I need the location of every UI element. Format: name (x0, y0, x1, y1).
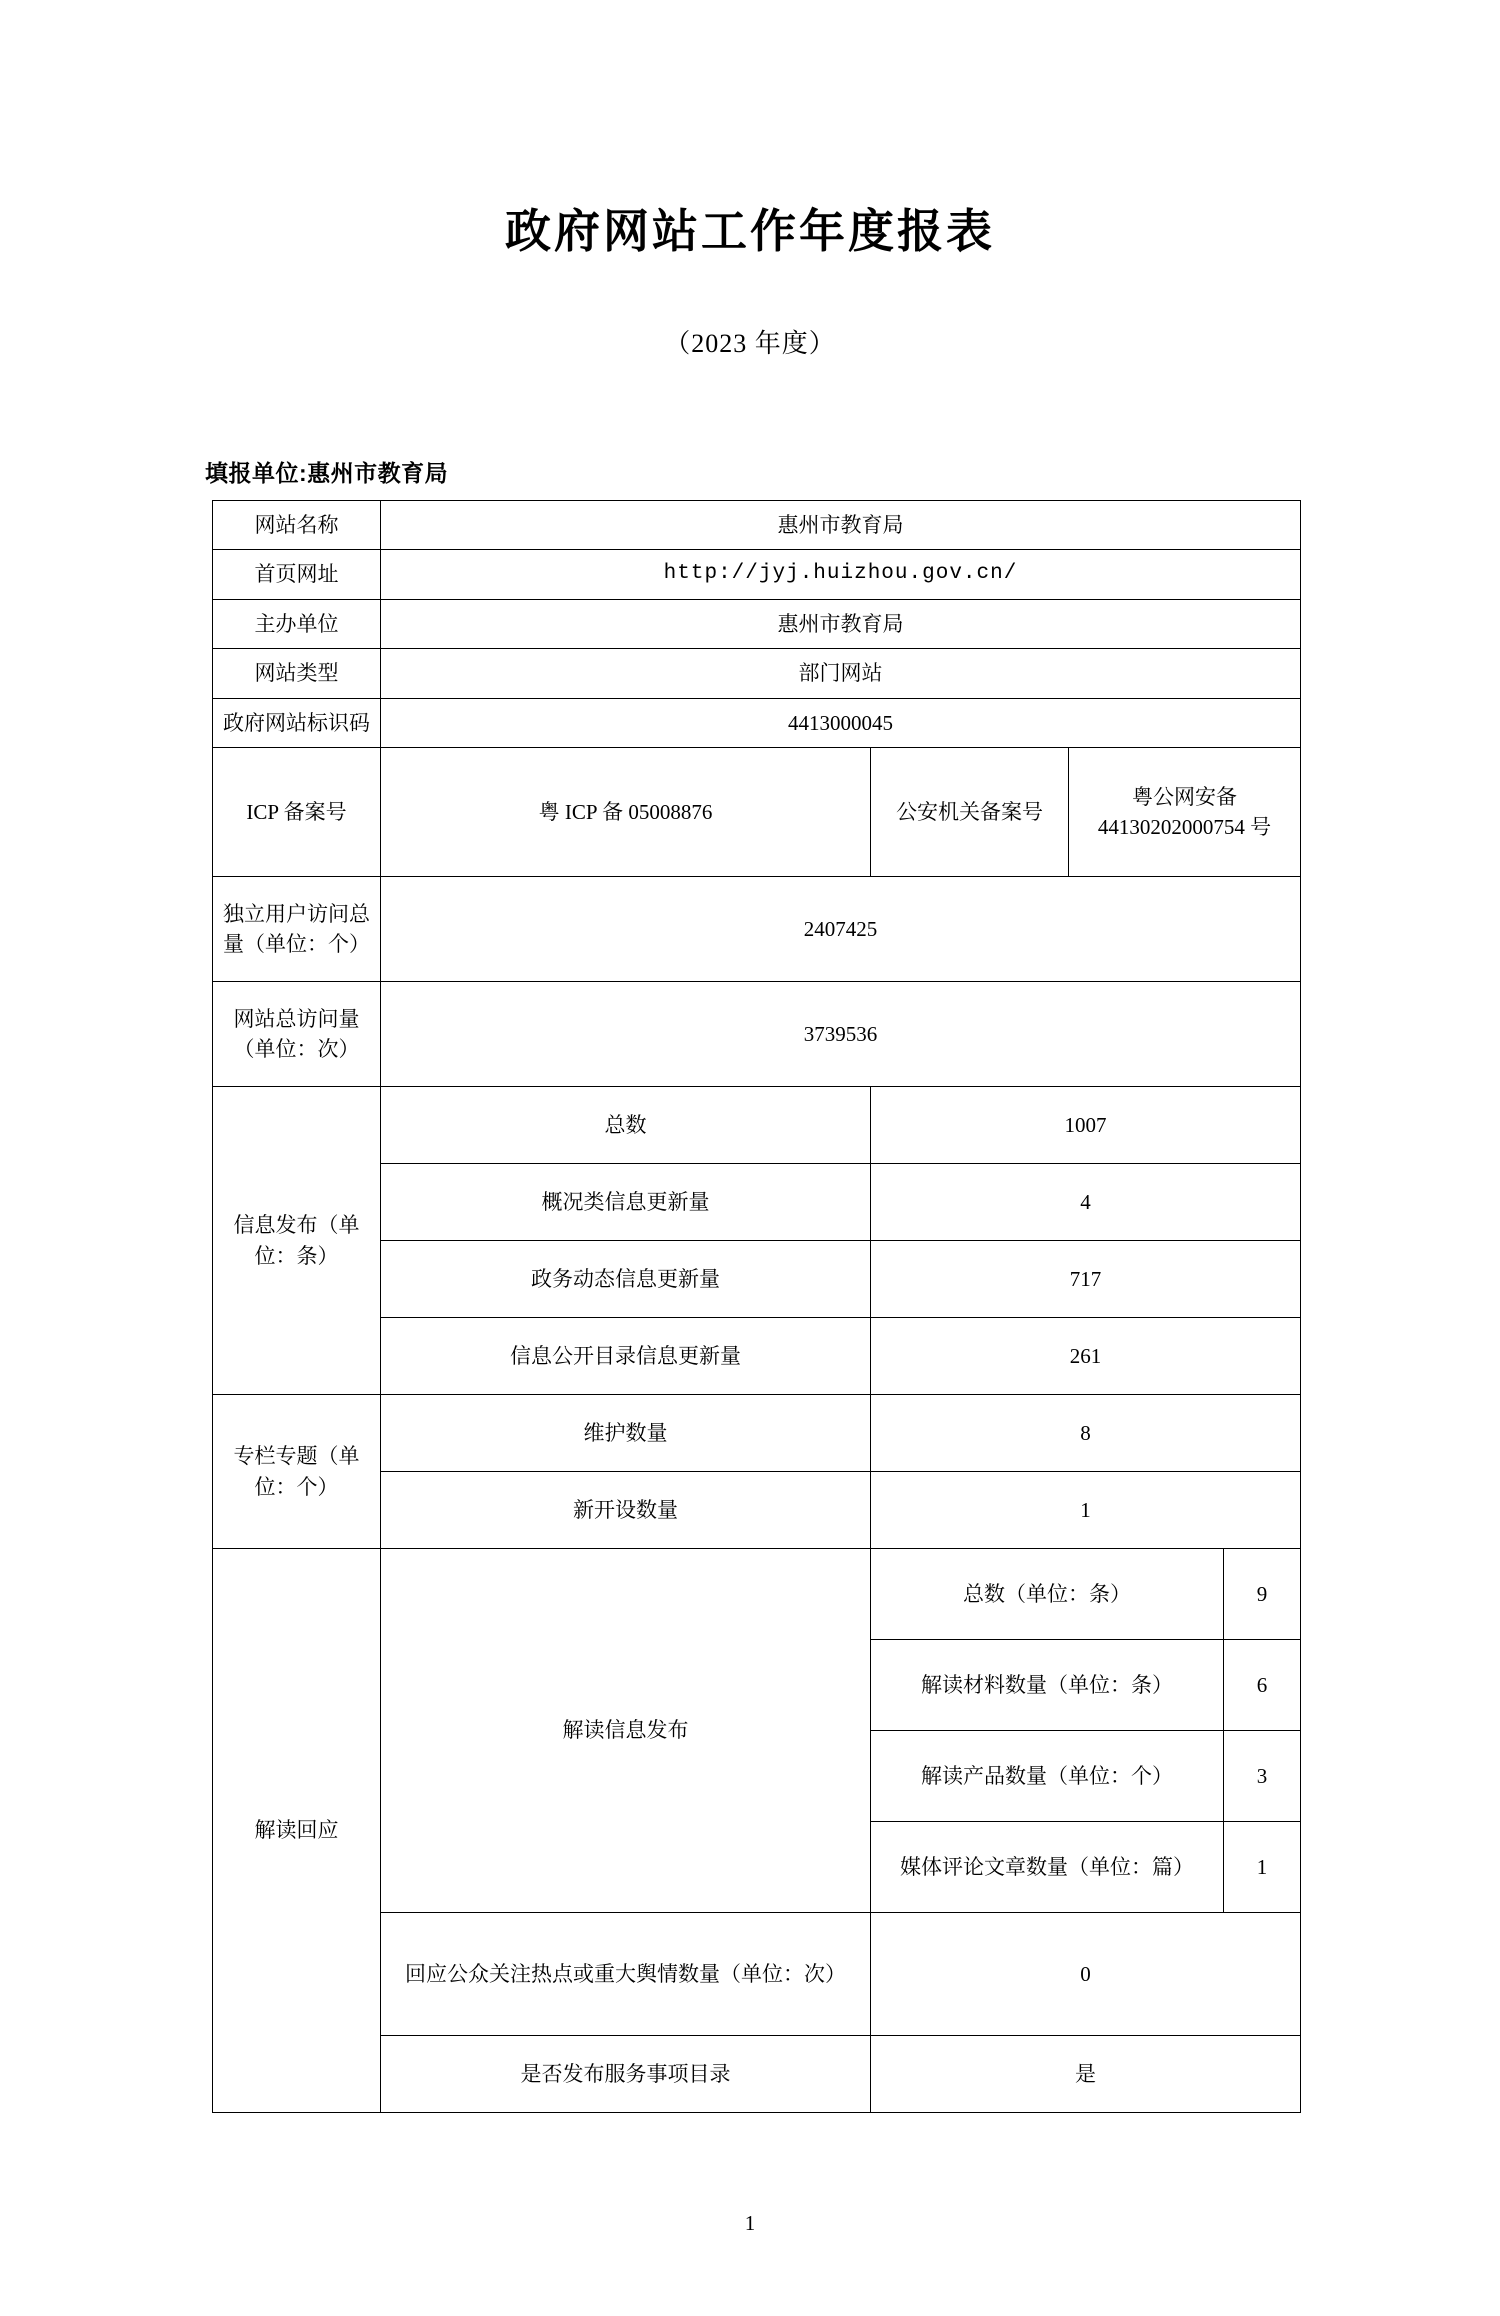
table-row (213, 1395, 1301, 1472)
site-type-value: 部门网站 (381, 649, 1301, 698)
table-row (213, 698, 1301, 747)
hotspot-label: 回应公众关注热点或重大舆情数量（单位：次） (381, 1913, 871, 2036)
service-catalog-value: 是 (871, 2036, 1301, 2113)
interpretation-row-name: 媒体评论文章数量（单位：篇） (871, 1822, 1224, 1913)
site-code-value: 4413000045 (381, 698, 1301, 747)
unique-visitors-value: 2407425 (381, 877, 1301, 982)
info-publish-row-name: 政务动态信息更新量 (381, 1241, 871, 1318)
hotspot-value: 0 (871, 1913, 1301, 2036)
info-publish-row-value: 717 (871, 1241, 1301, 1318)
homepage-value: http://jyj.huizhou.gov.cn/ (381, 550, 1301, 599)
table-row (213, 748, 1301, 877)
site-name-label: 网站名称 (213, 501, 381, 550)
interpretation-row-name: 解读材料数量（单位：条） (871, 1640, 1224, 1731)
interpretation-label: 解读回应 (213, 1549, 381, 2113)
table-row (213, 1087, 1301, 1164)
info-publish-row-value: 1007 (871, 1087, 1301, 1164)
interpretation-row-value: 6 (1224, 1640, 1301, 1731)
table-row (213, 649, 1301, 698)
info-publish-row-value: 261 (871, 1318, 1301, 1395)
page-number: 1 (744, 2211, 756, 2235)
column-topic-row-name: 维护数量 (381, 1395, 871, 1472)
site-name-value: 惠州市教育局 (381, 501, 1301, 550)
table-row (213, 599, 1301, 648)
total-visits-label: 网站总访问量（单位：次） (213, 982, 381, 1087)
reporting-unit: 填报单位:惠州市教育局 (205, 460, 449, 486)
police-label: 公安机关备案号 (871, 748, 1069, 877)
unique-visitors-label: 独立用户访问总量（单位：个） (213, 877, 381, 982)
table-row (213, 550, 1301, 599)
homepage-label: 首页网址 (213, 550, 381, 599)
icp-value: 粤 ICP 备 05008876 (381, 748, 871, 877)
info-publish-row-name: 概况类信息更新量 (381, 1164, 871, 1241)
column-topic-row-name: 新开设数量 (381, 1472, 871, 1549)
interpretation-row-value: 3 (1224, 1731, 1301, 1822)
interpretation-publish-label: 解读信息发布 (381, 1549, 871, 1913)
police-value: 粤公网安备 44130202000754 号 (1069, 748, 1301, 877)
icp-label: ICP 备案号 (213, 748, 381, 877)
sponsor-label: 主办单位 (213, 599, 381, 648)
info-publish-label: 信息发布（单位：条） (213, 1087, 381, 1395)
page-subtitle: （2023 年度） (664, 329, 836, 358)
sponsor-value: 惠州市教育局 (381, 599, 1301, 648)
annual-report-table (212, 500, 1301, 2113)
total-visits-value: 3739536 (381, 982, 1301, 1087)
table-row (213, 501, 1301, 550)
page-title: 政府网站工作年度报表 (505, 205, 995, 257)
column-topic-label: 专栏专题（单位：个） (213, 1395, 381, 1549)
column-topic-row-value: 1 (871, 1472, 1301, 1549)
interpretation-row-name: 解读产品数量（单位：个） (871, 1731, 1224, 1822)
site-code-label: 政府网站标识码 (213, 698, 381, 747)
interpretation-row-value: 1 (1224, 1822, 1301, 1913)
column-topic-row-value: 8 (871, 1395, 1301, 1472)
document-page (0, 195, 1500, 2316)
service-catalog-label: 是否发布服务事项目录 (381, 2036, 871, 2113)
interpretation-row-value: 9 (1224, 1549, 1301, 1640)
site-type-label: 网站类型 (213, 649, 381, 698)
table-row (213, 1549, 1301, 1640)
info-publish-row-name: 总数 (381, 1087, 871, 1164)
info-publish-row-name: 信息公开目录信息更新量 (381, 1318, 871, 1395)
table-row (213, 982, 1301, 1087)
info-publish-row-value: 4 (871, 1164, 1301, 1241)
table-row (213, 877, 1301, 982)
interpretation-row-name: 总数（单位：条） (871, 1549, 1224, 1640)
